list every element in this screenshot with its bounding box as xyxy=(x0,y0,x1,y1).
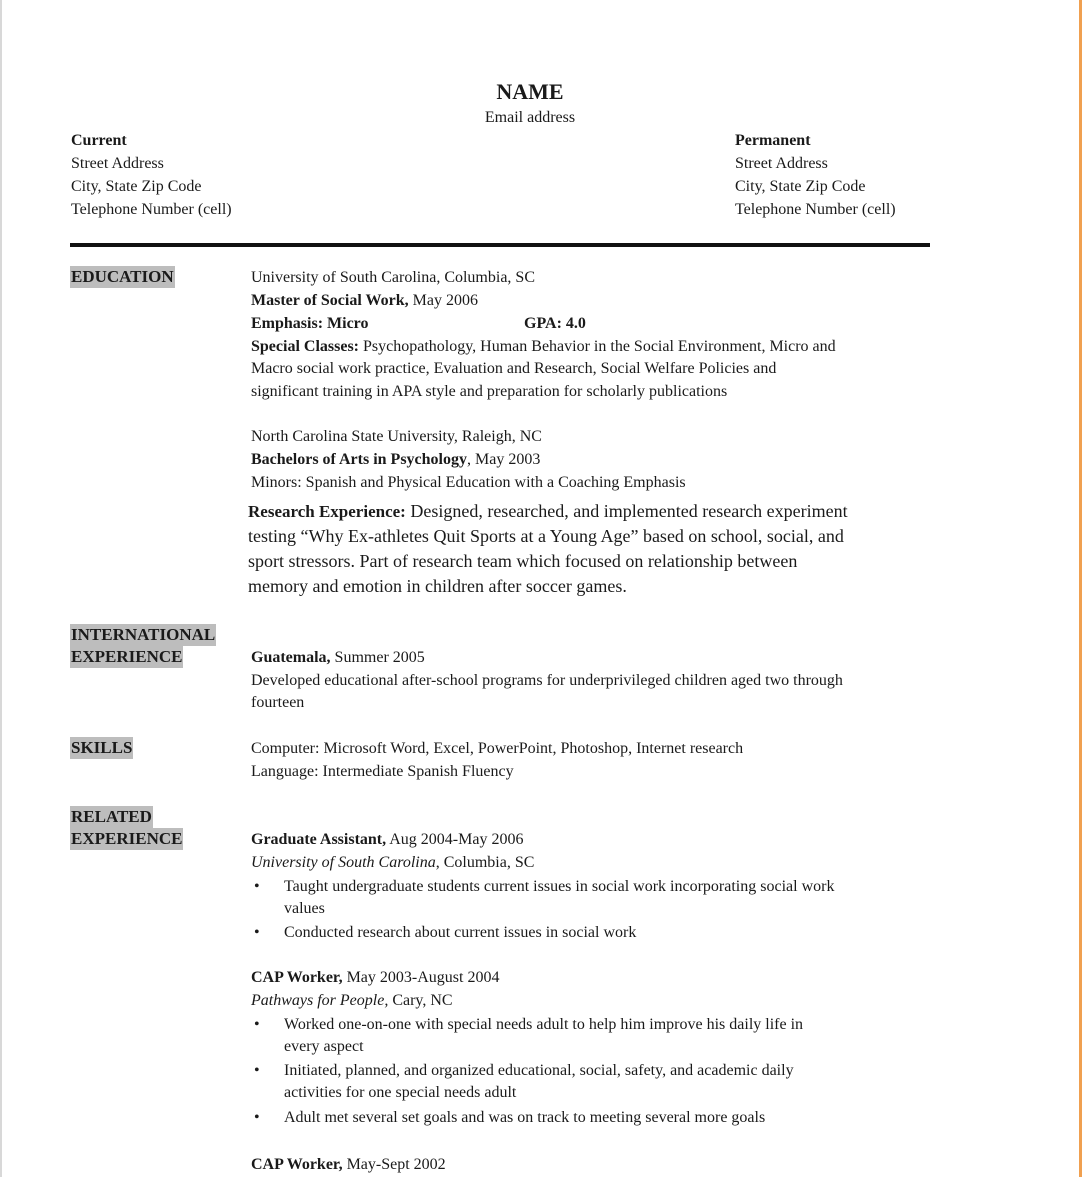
usc-classes-line1 xyxy=(251,337,836,357)
usc-classes-label: Special Classes: xyxy=(251,338,359,355)
international-heading-line2: EXPERIENCE xyxy=(71,647,183,666)
ncsu-research-line2: testing “Why Ex-athletes Quit Sports at a Young Age” based on school, social, and xyxy=(248,526,844,546)
job2-bullet1-line1: Worked one-on-one with special needs adult to help him improve his daily life in xyxy=(284,1016,804,1033)
job2-org-line xyxy=(251,991,453,1011)
ncsu-school: North Carolina State University xyxy=(251,428,454,445)
education-heading: EDUCATION xyxy=(71,267,174,286)
current-phone: Telephone Number (cell) xyxy=(71,201,232,218)
current-city: City, State Zip Code xyxy=(71,178,202,195)
candidate-name: NAME xyxy=(496,79,564,104)
job3-title-line xyxy=(251,1155,446,1175)
job1-bullet1-line1: Taught undergraduate students current issues in social work incorporating social work xyxy=(284,878,835,895)
usc-classes-line2: Macro social work practice, Evaluation and Research, Social Welfare Policies and xyxy=(251,360,777,377)
job2-bullet3: Adult met several set goals and was on track to meeting several more goals xyxy=(284,1109,766,1126)
permanent-city: City, State Zip Code xyxy=(735,178,866,195)
ncsu-date: , May 2003 xyxy=(467,451,541,468)
usc-location: , Columbia, SC xyxy=(436,269,535,286)
permanent-address-label: Permanent xyxy=(735,132,811,149)
ncsu-research-line1 xyxy=(248,500,848,523)
guatemala-place: Guatemala, xyxy=(251,649,331,666)
header-divider xyxy=(70,243,930,247)
job1-bullet1-marker: • xyxy=(254,878,260,895)
job1-org-line xyxy=(251,853,534,873)
job2-title-line xyxy=(251,968,499,988)
ncsu-minors: Minors: Spanish and Physical Education with a Coaching Emphasis xyxy=(251,474,686,491)
usc-school: University of South Carolina xyxy=(251,269,437,286)
job2-bullet1-marker: • xyxy=(254,1016,260,1033)
job1-location: , Columbia, SC xyxy=(435,854,535,871)
job2-bullet1-line2: every aspect xyxy=(284,1038,364,1055)
job2-date: May 2003-August 2004 xyxy=(342,969,500,986)
usc-gpa: GPA: 4.0 xyxy=(524,315,586,332)
usc-date: May 2006 xyxy=(408,292,478,309)
job1-title: Graduate Assistant, xyxy=(251,831,387,848)
job2-bullet2-line2: activities for one special needs adult xyxy=(284,1084,517,1101)
permanent-phone: Telephone Number (cell) xyxy=(735,201,896,218)
usc-classes-line3: significant training in APA style and preparation for scholarly publications xyxy=(251,383,728,400)
page-left-edge xyxy=(0,0,2,1177)
permanent-street: Street Address xyxy=(735,155,828,172)
job2-title: CAP Worker, xyxy=(251,969,343,986)
job1-title-line xyxy=(251,830,523,850)
current-address-label: Current xyxy=(71,132,127,149)
guatemala-desc-line2: fourteen xyxy=(251,694,305,711)
ncsu-degree-line xyxy=(251,450,540,470)
related-heading-line2: EXPERIENCE xyxy=(71,829,183,848)
job3-title: CAP Worker, xyxy=(251,1156,343,1173)
job1-bullet2-marker: • xyxy=(254,924,260,941)
usc-school-line xyxy=(251,268,535,288)
job2-location: Cary, NC xyxy=(388,992,453,1009)
job1-bullet1-line2: values xyxy=(284,900,325,917)
job2-bullet3-marker: • xyxy=(254,1109,260,1126)
job2-org: Pathways for People, xyxy=(251,992,389,1009)
current-street: Street Address xyxy=(71,155,164,172)
job1-date: Aug 2004-May 2006 xyxy=(386,831,524,848)
skills-heading: SKILLS xyxy=(71,738,133,757)
ncsu-school-line xyxy=(251,427,542,447)
usc-degree: Master of Social Work, xyxy=(251,292,409,309)
guatemala-desc-line1: Developed educational after-school programs for underprivileged children aged two through xyxy=(251,672,843,689)
skills-computer: Computer: Microsoft Word, Excel, PowerPoint, Photoshop, Internet research xyxy=(251,740,744,757)
ncsu-research-text1: Designed, researched, and implemented research experiment xyxy=(405,501,848,521)
ncsu-research-line4: memory and emotion in children after soccer games. xyxy=(248,576,627,596)
related-heading-line1: RELATED xyxy=(71,807,152,826)
email-address: Email address xyxy=(484,109,576,126)
ncsu-degree: Bachelors of Arts in Psychology xyxy=(251,451,467,468)
job2-bullet2-line1: Initiated, planned, and organized educational, social, safety, and academic daily xyxy=(284,1062,794,1079)
job3-date: May-Sept 2002 xyxy=(342,1156,446,1173)
international-heading-line1: INTERNATIONAL xyxy=(71,625,216,644)
job1-org: University of South Carolina xyxy=(251,854,436,871)
ncsu-research-line3: sport stressors. Part of research team which focused on relationship between xyxy=(248,551,798,571)
usc-classes-text1: Psychopathology, Human Behavior in the Social Environment, Micro and xyxy=(359,338,836,355)
ncsu-location: , Raleigh, NC xyxy=(453,428,542,445)
skills-language: Language: Intermediate Spanish Fluency xyxy=(251,763,514,780)
guatemala-date: Summer 2005 xyxy=(330,649,425,666)
usc-degree-line xyxy=(251,291,478,311)
job1-bullet2: Conducted research about current issues in social work xyxy=(284,924,637,941)
ncsu-research-label: Research Experience: xyxy=(248,502,406,521)
guatemala-line xyxy=(251,648,425,668)
job2-bullet2-marker: • xyxy=(254,1062,260,1079)
usc-emphasis: Emphasis: Micro xyxy=(251,315,369,332)
